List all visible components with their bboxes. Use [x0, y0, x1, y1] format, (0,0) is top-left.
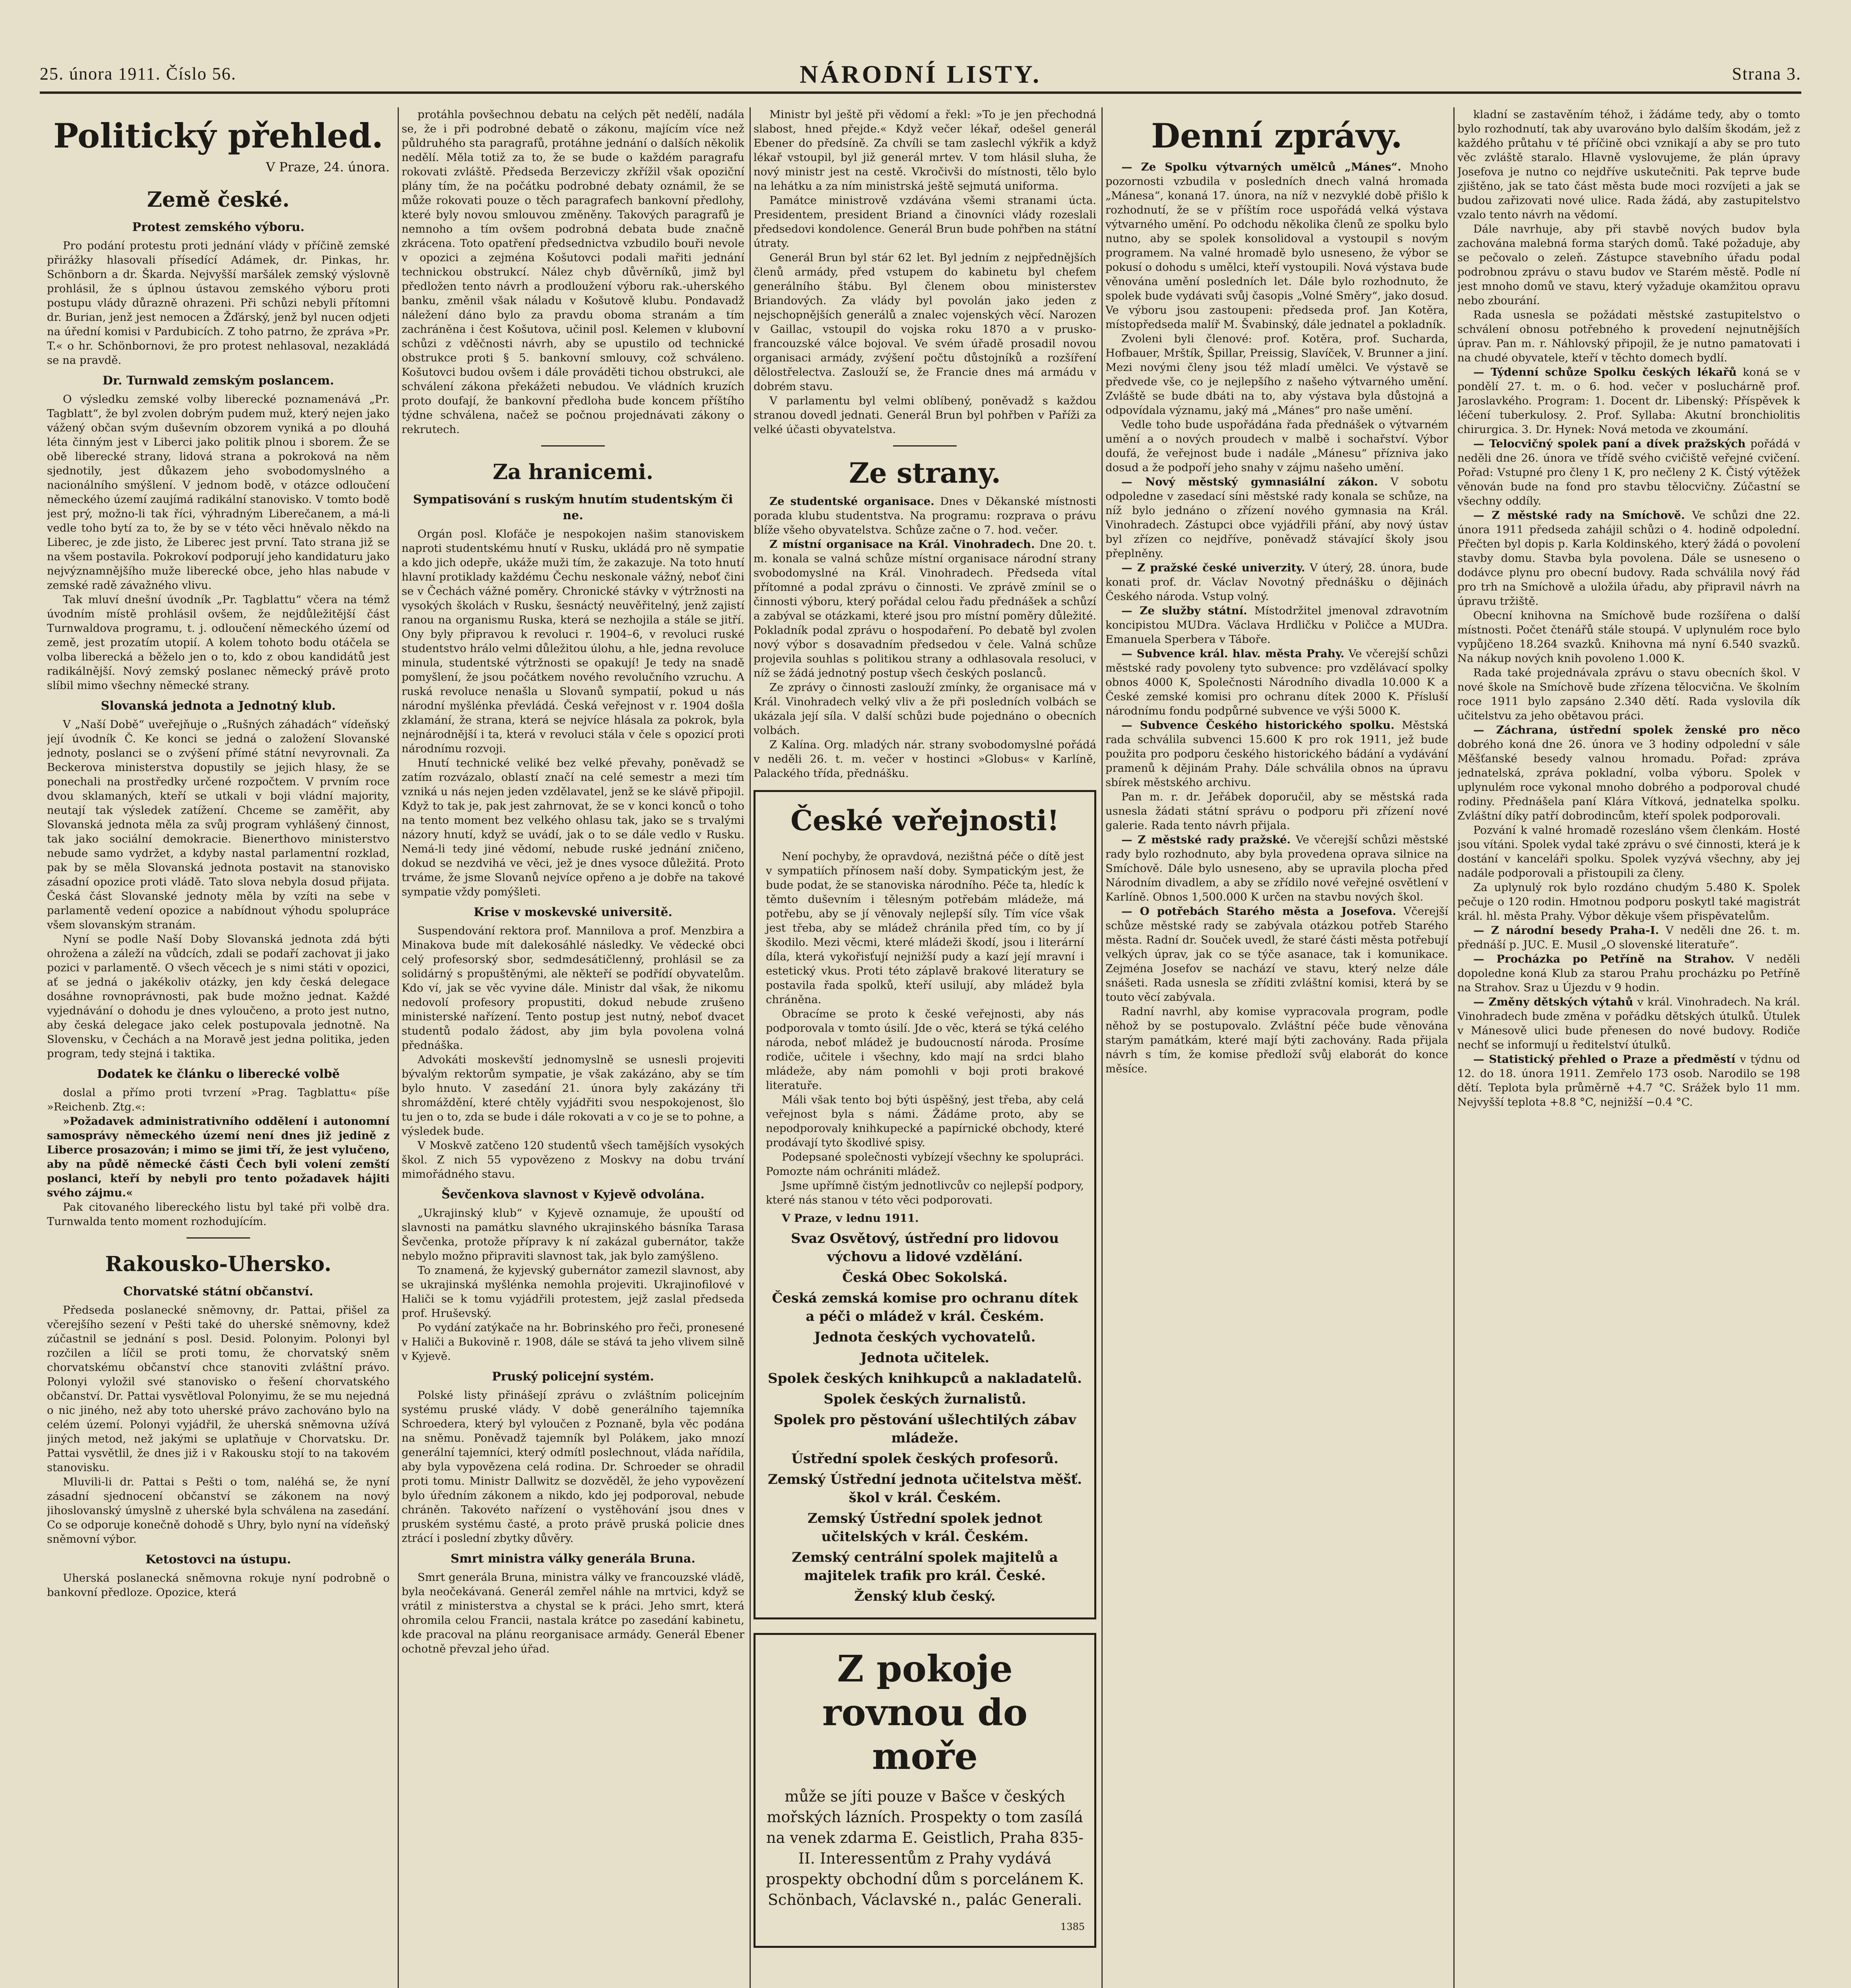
article-text: Dále navrhuje, aby při stavbě nových budov byla zachována malebná forma starých domů. Také požaduje, aby se pečovalo o zeleň. Zástupce stavebního úřadu podal podrobnou zprávu o stavu budov ve Starém městě. Podle ní jest mnoho domů ve stavu, který vyžaduje okamžitou opravu nebo zbourání.: [1457, 223, 1800, 307]
article-text: V parlamentu byl velmi oblíbený, poněvadž s každou stranou dovedl jednati. Generál Brun byl pohřben v Paříži za velké účasti obyvatelstva.: [754, 394, 1096, 436]
article-quote: »Požadavek administrativního oddělení i autonomní samosprávy německého území není dnes již jedině z Liberce prosazován; i mimo se jimi tří, že jest vylučeno, aby na půdě německé části Čech byli volení zemští poslanci, kteří by nebyli pro tento požadavek hájiti svého zájmu.«: [47, 1115, 390, 1199]
article-text: [1457, 723, 1800, 823]
appeal-text: Obracíme se proto k české veřejnosti, aby nás podporovala v tomto úsilí. Jde o věc, která se týká celého národa, neboť mládež je budoucností národa. Prosíme rodiče, učitele i všechny, kdo mají na srdci blaho mládeže, aby nám pomohli v boji proti brakové literatuře.: [766, 1008, 1084, 1092]
article-text: [1105, 160, 1448, 332]
signatory: Česká Obec Sokolská.: [842, 1270, 1008, 1285]
article-heading: Smrt ministra války generála Bruna.: [451, 1552, 695, 1566]
article-heading: Ze studentské organisace.: [769, 495, 934, 508]
article-text: [1457, 1052, 1800, 1109]
article-text: O výsledku zemské volby liberecké poznamenává „Pr. Tagblatt“, že byl zvolen dobrým pudem muž, který nejen jako vážený občan svým duševním obzorem vyniká a po dlouhá léta činným jest v Liberci jako politik plnou i sborem. Že se obě liberecké strany, lidová strana a pokroková na něm sjednotily, jest důkazem jeho svobodomyslného a nacionálního smýšlení. V jednom bodě, v otázce odloučení německého území zaujímá radikální stanovisko. V tomto bodě jest prý, možno-li tak říci, výhradným Liberečanem, a má-li vedle toho bytí za to, že by se v této věci hněvalo někdo na Liberec, je zde jisto, že Liberec jest první. Tato strana již se na všem postavila. Pokrokoví podporují jeho kandidaturu jako nejvýznamnějšího muže liberecké obce, jeho hlas nabude v zemské radě závažného vlivu.: [47, 393, 390, 592]
article-heading: — Telocvičný spolek paní a dívek pražských: [1473, 437, 1746, 450]
article-text: Radní navrhl, aby komise vypracovala program, podle něhož by se postupovalo. Zvláštní péče bude věnována starým památkám, které mají býti zachovány. Rada přijala návrh s tím, že komise předloží svůj elaborát do konce měsíce.: [1105, 1005, 1448, 1075]
article-text: Smrt generála Bruna, ministra války ve francouzské vládě, byla neočekávaná. Generál zemřel náhle na mrtvici, když se vrátil z ministerstva a chystal se k práci. Jeho smrt, která ohromila celou Francii, nastala krátce po zasedání kabinetu, kde pracoval na plánu reorganisace armády. Generál Ebener ochotně převzal jeho úřad.: [402, 1571, 744, 1655]
ad-title: Z pokoje rovnou do moře: [822, 1647, 1028, 1778]
article-text: To znamená, že kyjevský gubernátor zamezil slavnost, aby se ukrajinská myšlénka nemohla projeviti. Ukrajinofilové v Haliči se k tomu vyjádřili protestem, jejž zaslal předseda prof. Hruševský.: [402, 1264, 744, 1320]
column-divider: [1101, 107, 1103, 1988]
article-text: Rada usnesla se požádati městské zastupitelstvo o schválení obnosu potřebného k provedení nejnutnějších úprav. Pan m. r. Náhlovský připojil, že je nutno pamatovati i na chudé obyvatele, kteří v těchto domech bydlí.: [1457, 309, 1800, 364]
column-3: [754, 107, 1096, 1988]
issue-date: 25. února 1911. Číslo 56.: [40, 64, 237, 83]
page-number: Strana 3.: [1732, 64, 1801, 83]
dateline: V Praze, 24. února.: [266, 159, 390, 175]
article-text: [1457, 508, 1800, 608]
article-heading: — Subvence král. hlav. města Prahy.: [1121, 647, 1344, 660]
article-text: Dne 20. t. m. konala se valná schůze místní organisace národní strany svobodomyslné na Král. Vinohradech. Předseda vítal přítomné a podal zprávu o činnosti. Ve zprávě zmínil se o činnosti výboru, který pořádal celou řadu přednášek a schůzí a zabýval se otázkami, které jsou pro místní poměry důležité. Pokladník podal zprávu o hospodaření. Po debatě byl zvolen nový výbor s dosavadním předsedou v čele. Valná schůze projevila souhlas s politikou strany a odhlasovala resoluci, v níž se žádá jednotný postup všech českých poslanců.: [754, 538, 1096, 679]
header-rule: [40, 91, 1801, 94]
article-heading: Chorvatské státní občanství.: [123, 1285, 313, 1299]
article-text: v král. Vinohradech. Na král. Vinohradech bude změna v pořádku dětských útulků. Útulek v Mánesově ulici bude přenesen do nové budovy. Rodiče nechť se informují u ředitelství útulků.: [1457, 996, 1800, 1051]
article-heading: — Statistický přehled o Praze a předměstí: [1473, 1053, 1736, 1066]
separator: [541, 445, 605, 447]
article-text: Včerejší schůze městské rady se zabývala otázkou potřeb Starého města. Radní dr. Souček uvedl, že staré části města potřebují velkých úprav, jak co se týče asanace, tak i komunikace. Zejména Josefov se nachází ve stavu, který nelze dále snášeti. Rada usnesla se zříditi zvláštní komisi, která by se touto věcí zabývala.: [1105, 905, 1448, 1004]
appeal-date: V Praze, v lednu 1911.: [782, 1212, 919, 1225]
article-text: protáhla povšechnou debatu na celých pět nedělí, nadála se, že i při podrobné debatě o zákonu, majícím více než půldruhého sta paragrafů, protáhne jednání o dalších několik nedělí. Měla totiž za to, že se bude o každém paragrafu rokovati zvláště. Předseda Berzeviczy zkřížil však opoziční plány tím, že na počátku podrobné debaty oznámil, že se může rokovati pouze o těch paragrafech bankovní předlohy, které byly novou smlouvou změněny. Takových paragrafů je nemnoho a tím ovšem podrobná debata bude značně zkrácena. Toto opatření předsednictva vzbudilo bouři nevole v opozici a zejména Košutovci podali mařiti jednání technickou obstrukcí. Nález chyb důvěrníků, jimž byl předložen tento návrh a prodloužení výboru rak.-uherského banku, změnil však náladu v Košutově klubu. Pondavadž náležení dáno bylo za pravdu oboma stranám a tím zachráněna i čest Košutova, učinil posl. Kelemen v klubovní schůzi z vděčnosti návrh, aby se upustilo od technické obstrukce proti § 5. bankovní smlouvy, což schváleno. Košutovci budou ovšem i dále prováděti tichou obstrukci, ale schválení zákona překážeti nebudou. Ve vládních kruzích proto doufají, že bankovní předloha bude koncem příštího týdne schválena, načež se počnou projednávati zákony o rekrutech.: [402, 108, 744, 436]
article-text: [1105, 604, 1448, 646]
signatory: Ženský klub český.: [854, 1588, 996, 1604]
article-text: Suspendování rektora prof. Mannilova a prof. Menzbira a Minakova bude mít dalekosáhlé následky. Ve vědecké obci celý profesorský sbor, sedmdesátičlenný, prohlásil se za solidárný s propuštěnými, ale někteří se podřídí obyvatelům. Kdo ví, jak se věc vyvine dále. Ministr dal však, že nikomu nedovolí profesory propustiti, dokud nebude zrušeno ministerské nařízení. Tento postup jest nutný, neboť dvacet studentů podalo žádost, aby jim byla povolena volná přednáška.: [402, 924, 744, 1052]
article-heading: — Ze Spolku výtvarných umělců „Mánes“.: [1121, 161, 1402, 173]
section-title-denni-zpravy: Denní zprávy.: [1151, 116, 1402, 155]
article-text: Pak citovaného libereckého listu byl také při volbě dra. Turnwalda tento moment rozhodujícím.: [47, 1201, 390, 1228]
signatory: Zemský Ústřední spolek jednot učitelských v král. Českém.: [807, 1510, 1043, 1545]
article-heading: Slovanská jednota a Jednotný klub.: [101, 699, 336, 713]
appeal-text: Jsme upřímně čistým jednotlivcův co nejlepší podpory, které nás stanou v této věci podporovati.: [766, 1179, 1084, 1206]
article-text: Ve schůzi dne 22. února 1911 předseda zahájil schůzi o 4. hodině odpolední. Přečten byl dopis p. Karla Koldinského, který žádá o povolení stavby domu. Stavba byla povolena. Dále se usneseno o dodávce plynu pro obecní budovy. Rada schválila nový řád pro trh na Smíchově a uložila úřadu, aby připravil návrh na úpravu tržiště.: [1457, 509, 1800, 608]
article-text: Za uplynulý rok bylo rozdáno chudým 5.480 K. Spolek pečuje o 120 rodin. Hmotnou podporu poskytl také magistrát král. hl. města Prahy. Výbor děkuje všem přispěvatelům.: [1457, 881, 1800, 922]
separator: [186, 1237, 250, 1239]
article-text: Mluvili-li dr. Pattai s Pešti o tom, naléhá se, že nyní zásadní sjednocení občanství se zákonem na nový jihoslovanský úmyslně z uherské byla schválena na zasedání. Co se odporuje konečně dohodě s Uhry, bylo nyní na vídeňský sněmovní výbor.: [47, 1475, 390, 1545]
article-text: Nyní se podle Naší Doby Slovanská jednota zdá býti ohrožena a záleží na vůdcích, zdali se podaří zachovat ji jako pozici v parlamentě. O všech věcech je s nimi státi v opozici, ať se jedná o jakékoliv otázky, jen kdy česká delegace dosáhne rovnoprávnosti, pak bude možno jednat. Každé vyjednávání o dohodu je dnes vyloučeno, a proto jest nutno, aby česká delegace jako celek postupovala jednotně. Na Slovensku, v Čechách a na Moravě jest jedna politika, jeden program, tedy stejná i taktika.: [47, 933, 390, 1060]
article-text: Rada také projednávala zprávu o stavu obecních škol. V nové škole na Smíchově bude zřízena tělocvična. Ve školním roce 1911 bylo zapsáno 2.340 dětí. Rada vyslovila dík učitelstvu za jeho obětavou práci.: [1457, 666, 1800, 722]
article-text: Generál Brun byl stár 62 let. Byl jedním z nejpřednějších členů armády, před vstupem do kabinetu byl chefem generálního štábu. Byl členem obou ministerstev Briandových. Za vlády byl povolán jako jeden z nejschopnějších generálů a znalec vojenských věcí. Narozen v Gaillac, vstoupil do vojska roku 1870 a v prusko-francouzské válce bojoval. Ve svém úřadě prosadil novou organisaci armády, zvýšení počtu důstojníků a rozšíření dělostřelectva. Zaslouží se, že Francie dnes má armádu v dobrém stavu.: [754, 251, 1096, 393]
column-divider: [1453, 107, 1455, 1988]
article-heading: Dodatek ke článku o liberecké volbě: [97, 1067, 340, 1081]
article-heading: Krise v moskevské universitě.: [474, 905, 672, 919]
article-text: Ze zprávy o činnosti zaslouží zmínky, že organisace má v Král. Vinohradech velký vliv a že při posledních volbách se ukázala její síla. V další schůzi bude pojednáno o obecních volbách.: [754, 681, 1096, 737]
article-text: Vedle toho bude uspořádána řada přednášek o výtvarném umění a o nových proudech v malbě i sochařství. Výbor doufá, že veřejnost bude i nadále „Mánesu“ přízniva jako dosud a že podpoří jeho snahy v zájmu našeho umění.: [1105, 418, 1448, 474]
article-heading: Ketostovci na ústupu.: [146, 1553, 291, 1567]
article-text: [1105, 718, 1448, 790]
article-text: V Moskvě zatčeno 120 studentů všech tamějších vysokých škol. Z nich 55 vypovězeno z Moskvy na dobu trvání mimořádného stavu.: [402, 1139, 744, 1180]
column-5: [1457, 107, 1800, 1988]
signatory: Zemský Ústřední jednota učitelstva měšť. škol v král. Českém.: [767, 1472, 1082, 1506]
article-text: [1457, 365, 1800, 437]
article-heading: Pruský policejní systém.: [492, 1370, 654, 1384]
article-text: Ve včerejší schůzi městské rady povoleny tyto subvence: pro vzdělávací spolky obnos 4000 K, Společnosti Národního divadla 10.000 K a České zemské komisi pro ochranu dítek 2000 K. Přísluší národnímu fondu podpůrné subvence ve výši 5000 K.: [1105, 647, 1448, 717]
article-text: Advokáti moskevští jednomyslně se usnesli projeviti bývalým rektorům sympatie, je však zakázáno, aby se tím bylo hnuto. V zasedání 21. února byly zakázány tři shromáždění, které chtěly vyjádřiti svou nespokojenost, šlo tu jen o to, zda se bude i dále rokovati a v co je se to pohne, a výsledek bude.: [402, 1053, 744, 1138]
article-heading: — Záchrana, ústřední spolek ženské pro něco: [1473, 724, 1800, 736]
article-text: kladní se zastavěním téhož, i žádáme tedy, aby o tomto bylo rozhodnutí, tak aby uvarováno bylo dalším škodám, jež z každého průtahu v té příčině obci vznikají a aby se pro tuto věc zvláště staralo. Hlavně vyslovujeme, že plán úpravy Josefova je nutno co nejdříve uskutečniti. Pak teprve bude zjištěno, jak se tato část města bude moci rozvíjeti a jak se budou zařizovati nové ulice. Rada žádá, aby zastupitelstvo vzalo tento návrh na vědomí.: [1457, 108, 1800, 221]
article-text: Zvoleni byli členové: prof. Kotěra, prof. Sucharda, Hofbauer, Mrštík, Špillar, Preissig, Slavíček, V. Brunner a jiní. Mezi novými členy jsou též mladí umělci. Ve výstavě se předvede vše, co je nejlepšího z našeho výtvarného umění. Zvláště se bude dbáti na to, aby výstava byla důstojná a odpovídala významu, jaký má „Mánes“ pro naše umění.: [1105, 332, 1448, 417]
article-heading: — Subvence Českého historického spolku.: [1121, 719, 1395, 732]
article-text: Ministr byl ještě při vědomí a řekl: »To je jen přechodná slabost, hned přejde.« Když večer lékař, odešel generál Ebener do předsíně. Za chvíli se tam zaslechl výkřik a když lékař vstoupil, byl již generál mrtev. V tom hlásil sluha, že nový ministr jest na cestě. Vkročivši do místnosti, tělo bylo na lehátku a za ním ministrská ještě sejmutá uniforma.: [754, 108, 1096, 192]
subsection-rakousko-uhersko: Rakousko-Uhersko.: [105, 1252, 332, 1276]
article-text: Městská rada schválila subvenci 15.600 K pro rok 1911, jež bude použita pro podporu českého historického bádání a vydávání pramenů k dějinám Prahy. Dále schválila obnos na úpravu sbírek městského archivu.: [1105, 719, 1448, 789]
subsection-za-hranicemi: Za hranicemi.: [493, 460, 653, 484]
appeal-text: Není pochyby, že opravdová, nezištná péče o dítě jest v sympatiích přínosem naší doby. Sympatickým jest, že bude podat, že se stanoviska národního. Péče ta, hledíc k těmto duševním i tělesným potřebám mládeže, má potřebu, aby se jí věnovaly nejlepší síly. Tím více však jest třeba, aby se mládež chránila před tím, co by jí škodilo. Mezi věcmi, které mládeži škodí, jsou i literární díla, která vykořisťují nejnižší pudy a kazí její mravní i estetický vkus. Proti této záplavě brakové literatury se postavila řada spolků, kteří usilují, aby mládež byla chráněna.: [766, 850, 1084, 1006]
ad-code: 1385: [1060, 1921, 1085, 1932]
article-text: „Ukrajinský klub“ v Kyjevě oznamuje, že upouští od slavnosti na památku slavného ukrajinského básníka Tarasa Ševčenka, protože přípravy k ní zakázal gubernátor, takže nebylo možno připraviti slavnost tak, jak bylo zamýšleno.: [402, 1207, 744, 1262]
article-heading: Dr. Turnwald zemským poslancem.: [102, 374, 334, 388]
separator: [893, 445, 957, 447]
column-1: [47, 107, 390, 1988]
column-divider: [398, 107, 399, 1988]
article-text: Dnes v Děkanské místnosti porada klubu studentstva. Na programu: rozprava o právu blíže všeho obyvatelstva. Schůze začne o 7. hod. večer.: [754, 495, 1096, 536]
appeal-title: České veřejnosti!: [791, 804, 1059, 837]
article-text: [1457, 952, 1800, 995]
article-text: [1457, 437, 1800, 508]
article-text: V sobotu odpoledne v zasedací síni městské rady konala se schůze, na níž bylo jednáno o zřízení nového gymnasia na Král. Vinohradech. Zástupci obce vyjádřili přání, aby nový ústav byl zřízen co nejdříve, poněvadž stávající školy jsou přeplněny.: [1105, 476, 1448, 560]
article-text: Z Kalína. Org. mladých nár. strany svobodomyslné pořádá v neděli 26. t. m. večer v hostinci »Globus« v Karlíně, Palackého třída, přednášku.: [754, 738, 1096, 780]
article-text: Předseda poslanecké sněmovny, dr. Pattai, přišel za včerejšího sezení v Pešti také do uherské sněmovny, kdež zúčastnil se jednání s posl. Desid. Polonyim. Polonyi byl rozčilen a líčil se proti tomu, že chorvatský sněm chorvatskému občanství chce stanoviti zvláštní právo. Polonyi vyložil své stanovisko o řešení chorvatského občanství. Dr. Pattai vysvětloval Polonyimu, že se mu nejedná o nic jiného, než aby toto uherské právo zachováno bylo na celém území. Polonyi vyjádřil, že uherská sněmovna užívá jiných metod, než jakými se uplatňuje v Chorvatsku. Dr. Pattai vysvětlil, že dnes již i v Rakousku stojí to na takovém stanovisku.: [47, 1304, 390, 1474]
article-text: Místodržitel jmenoval zdravotním koncipistou MUDra. Václava Hrdličku v Poličce a MUDra. Emanuela Sperbera v Táboře.: [1105, 604, 1448, 646]
article-text: V neděli dopoledne koná Klub za starou Prahu procházku po Petříně na Strahov. Sraz u Újezdu v 9 hodin.: [1457, 953, 1800, 994]
article-text: V „Naší Době“ uveřejňuje o „Rušných záhadách“ vídeňský její úvodník Č. Ke konci se jedná o založení Slovanské jednoty, poslanci se o zvýšení přímé státní nevyrovnali. Za Beckerova ministerstva dopustily se jejich hlasy, že se ponechali na prostředky určené rozpočtem. V prvním roce dvou sklamaných, kteří se utkali v boji vládní majority, neutají tak výsledek zatížení. Chceme se zaměřit, aby Slovanská jednota měla za svůj program vyhlášený činnost, tak jako sociální demokracie. Bienerthovo ministerstvo nebude samo vydržet, a kdyby nastal parlamentní rozklad, pak by se měla Slovanská jednota postavit na stanovisko zásadní opozice proti vládě. Tato slova nebyla dosud přijata. Česká část Slovanské jednoty měla by vzíti na sebe v parlamentě vedení opozice a nabídnout výhodu spolupráce všem slovanským stranám.: [47, 718, 390, 931]
article-text: [1105, 561, 1448, 604]
article-heading: — Z národní besedy Praha-I.: [1473, 924, 1659, 937]
signatory: Spolek českých knihkupců a nakladatelů.: [768, 1371, 1082, 1386]
article-heading: — Ze služby státní.: [1121, 604, 1247, 617]
article-heading: — Týdenní schůze Spolku českých lékařů: [1473, 366, 1737, 379]
article-text: Uherská poslanecká sněmovna rokuje nyní podrobně o bankovní předloze. Opozice, která: [47, 1572, 390, 1599]
advertisement-baska: [754, 1633, 1096, 1948]
article-text: [1105, 904, 1448, 1004]
article-heading: — Z městské rady pražské.: [1121, 833, 1291, 846]
masthead: NÁRODNÍ LISTY.: [800, 60, 1041, 88]
article-text: [1105, 475, 1448, 561]
ad-text: může se jíti pouze v Bašce v českých mořských lázních. Prospekty o tom zasílá na venek zdarma E. Geistlich, Praha 835-II. Interessentům z Prahy vydává prospekty obchodní dům s porcelánem K. Schönbach, Václavské n., palác Generali.: [765, 1788, 1084, 1908]
article-heading: Protest zemského výboru.: [132, 220, 305, 234]
page-header: [40, 60, 1801, 87]
article-text: pořádá v neděli dne 26. února ve třídě svého cvičiště veřejné cvičení. Pořad: Vstupné pro členy 1 K, pro nečleny 2 K. Čistý výtěžek věnován bude na fond pro stavbu tělocvičny. Zúčastní se všechny oddíly.: [1457, 437, 1800, 507]
article-text: Pozvání k valné hromadě rozesláno všem členkám. Hosté jsou vítáni. Spolek vydal také zprávu o své činnosti, která je k dostání v kanceláři spolku. Spolek vyzývá všechny, aby jej nadále podporovali a přistoupili za členy.: [1457, 824, 1800, 879]
signatory: Zemský centrální spolek majitelů a majitelek trafik pro král. České.: [792, 1549, 1058, 1584]
article-heading: — Z městské rady na Smíchově.: [1473, 509, 1685, 522]
article-text: Polské listy přinášejí zprávu o zvláštním policejním systému pruské vlády. V době generálního tajemníka Schroedera, který byl vyloučen z Poznaně, byla věc podána na sněmu. Poněvadž tajemník byl Polákem, jako mnozí generální tajemníci, který odmítl poslechnout, vláda nařídila, aby byla vypovězena celá rodina. Dr. Schroeder se ohradil proti tomu. Ministr Dallwitz se dozvěděl, že jeho vypovězení bylo úředním zákonem a nikdo, kdo jej podporoval, nebude chráněn. Takovéto nařízení o vystěhování jsou dnes v pruském systému časté, a proto právě pruská policie dnes ztrácí i poslední zbytky důvěry.: [402, 1389, 744, 1545]
signatory: Česká zemská komise pro ochranu dítek a péči o mládež v král. Českém.: [772, 1290, 1078, 1324]
article-text: V úterý, 28. února, bude konati prof. dr. Václav Novotný přednášku o dějinách Českého národa. Vstup volný.: [1105, 561, 1448, 603]
signatory: Spolek českých žurnalistů.: [824, 1391, 1026, 1407]
article-heading: Ševčenkova slavnost v Kyjevě odvolána.: [441, 1188, 705, 1202]
article-heading: — Z pražské české univerzity.: [1121, 561, 1305, 574]
article-text: Tak mluví dnešní úvodník „Pr. Tagblattu“ včera na témž úvodním místě prohlásil ovšem, že nejdůležitější část Turnwaldova programu, t. j. odloučení německého území od země, jest prozatím utopií. A kolem tohoto bodu otáčela se volba liberecká a běželo jen o to, kdo z obou kandidátů jest radikálnější. Nový zemský poslanec německý právě proto slíbil mimo všechny německé strany.: [47, 593, 390, 692]
subsection-zeme-ceske: Země české.: [147, 188, 290, 212]
article-text: Po vydání zatýkače na hr. Bobrinského pro řeči, pronesené v Haliči a Bukovině r. 1908, dále se stává ta jeho vlivem silně v Kyjevě.: [402, 1321, 744, 1363]
article-text: Památce ministrově vzdávána všemi stranami úcta. Presidentem, president Briand a činovníci vlády rozeslali předsedovi kondolence. Generál Brun bude pohřben na státní útraty.: [754, 194, 1096, 250]
article-heading: Z místní organisace na Král. Vinohradech.: [769, 538, 1035, 551]
article-heading: — O potřebách Starého města a Josefova.: [1121, 905, 1397, 918]
article-text: Ve včerejší schůzi městské rady bylo rozhodnuto, aby byla provedena oprava silnice na Smíchově. Dále bylo usneseno, aby se upravila plocha před Národním divadlem, a aby se zřídilo nové veřejné osvětlení v Karlíně. Obnos 1,500.000 K určen na stavbu nových škol.: [1105, 833, 1448, 903]
section-title-politicky: Politický přehled.: [53, 116, 383, 155]
column-divider: [750, 107, 751, 1988]
appeal-text: Podepsané společnosti vybízejí všechny ke spolupráci. Pomozte nám ochrániti mládež.: [766, 1151, 1084, 1178]
section-title-ze-strany: Ze strany.: [849, 456, 1001, 489]
article-text: doslal a přímo proti tvrzení »Prag. Tagblattu« píše »Reichenb. Ztg.«:: [47, 1086, 390, 1113]
signatory: Jednota učitelek.: [860, 1350, 990, 1366]
article-text: dobrého koná dne 26. února ve 3 hodiny odpolední v sále Měšťanské besedy valnou hromadu. Pořad: zpráva jednatelská, zpráva pokladní, volba výboru. Spolek v uplynulém roce vykonal mnoho dobrého a podporoval chudé rodiny. Přednášela paní Klára Vítková, jednatelka spolku. Zvláštní díky patří dobrodincům, kteří spolek podporovali.: [1457, 738, 1800, 822]
article-text: Orgán posl. Klofáče je nespokojen našim stanoviskem naproti studentskému hnutí v Rusku, ukládá pro ně sympatie a kdo jich odepře, ukáže muži tím, že zakazuje. Na toto hnutí hlavní protiklady každému Čechu neskonale vážný, neboť čini se v Čechách vážné poměry. Chronické stávky v výtržnosti na vysokých školách v Rusku, šesnáctý neuvěřitelný, jenž zajistí ranou na organismu Ruska, která se nezhojila a stále se jitří. Ony byly připravou k revoluci r. 1904–6, v revoluci ruské studentstvo hrálo velmi důležitou úlohu, a hle, jedna revoluce minula, studentské výtržnosti se opakují! Je tedy na snadě pomyšlení, že jsou počátkem nového revolučního vzruchu. A ruská revoluce nenašla u Slovanů sympatií, pokud u nás národní myšlénka převládá. Česká veřejnost v r. 1904 došla zklamání, že strana, která se nejvíce hlásala za pokrok, byla nejnárodnější i ta, která v revoluci stála v čele s opozicí proti národnímu rozvoji.: [402, 528, 744, 755]
signatory: Spolek pro pěstování ušlechtilých zábav mládeže.: [773, 1412, 1076, 1446]
article-text: Mnoho pozornosti vzbudila v posledních dnech valná hromada „Mánesa“, konaná 17. února, na níž v nezvyklé době přišlo k rozhodnutí, že se v příštím roce uspořádá velká výstava výtvarného umění. Po odchodu několika členů ze spolku bylo nutno, aby se spolek konsolidoval a vystoupil s novým programem. Na valné hromadě bylo usneseno, že výbor se pokusí o dohodu s umělci, kteří vystoupili. Nová výstava bude věnována umění posledních let. Dále bylo rozhodnuto, že spolek bude vydávati svůj časopis „Volné Směry“, jako dosud. Ve výboru jsou zastoupeni: předseda prof. Jan Kotěra, místopředseda malíř M. Švabinský, dále jednatel a pokladník.: [1105, 161, 1448, 331]
article-text: [754, 494, 1096, 537]
article-text: [1457, 923, 1800, 952]
article-text: v týdnu od 12. do 18. února 1911. Zemřelo 173 osob. Narodilo se 198 dětí. Teplota byla průměrně +4.7 °C. Srážek bylo 11 mm. Nejvyšší teplota +8.8 °C, nejnižší −0.4 °C.: [1457, 1053, 1800, 1109]
column-4: [1105, 107, 1448, 1988]
article-heading: — Změny dětských výtahů: [1473, 996, 1633, 1008]
article-text: Obecní knihovna na Smíchově bude rozšířena o další místnosti. Počet čtenářů stále stoupá. V uplynulém roce bylo vypůjčeno 18.264 svazků. Knihovna má nyní 6.540 svazků. Na nákup nových knih povoleno 1.000 K.: [1457, 609, 1800, 665]
article-text: Pan m. r. dr. Jeřábek doporučil, aby se městská rada usnesla žádati státní správu o podporu při zřízení nové galerie. Rada tento návrh přijala.: [1105, 790, 1448, 832]
article-text: Hnutí technické veliké bez velké převahy, poněvadž se zatím rozvázalo, oblastí značí na celé semestr a mezi tím vzniká u nás nejen jeden vzdělavatel, jenž se ke slávě připojil. Když to tak je, pak jest zahrnovat, že se v konci konců o toho na tento moment bez velkého ohlasu tak, jako se s trvalými názory hnutí, když se uvádí, jak o to se dále vedlo v Rusku. Nemá-li tedy jiné vědomí, nebude ruské jednání zničeno, dokud se nezdvihá ve věci, jež je dnes vysoce důležitá. Proto trváme, že jsme Slovanů nejvíce opřeno a je dobře na takové sympatie vždy pomýšleti.: [402, 757, 744, 898]
article-text: V neděli dne 26. t. m. přednáší p. JUC. E. Musil „O slovenské literatuře“.: [1457, 924, 1800, 951]
signatory: Ústřední spolek českých profesorů.: [791, 1451, 1059, 1467]
article-text: [1105, 646, 1448, 718]
article-text: koná se v pondělí 27. t. m. o 6. hod. večer v posluchárně prof. Jaroslavkého. Program: 1. Docent dr. Libenský: Příspěvek k léčení tuberkulosy. 2. Prof. Syllaba: Akutní bronchiolitis chirurgica. 3. Dr. Hynek: Nová metoda ve zkoumání.: [1457, 366, 1800, 436]
article-text: [754, 537, 1096, 680]
signatory: Svaz Osvětový, ústřední pro lidovou výchovu a lidové vzdělání.: [791, 1231, 1059, 1265]
article-heading: — Nový městský gymnasiální zákon.: [1121, 476, 1378, 488]
article-heading: — Procházka po Petříně na Strahov.: [1473, 953, 1734, 965]
article-text: Pro podání protestu proti jednání vlády v příčině zemské přirážky hlasovali přísedící Adámek, dr. Pinkas, hr. Schönborn a dr. Škarda. Nejvyšší maršálek zemský výslovně prohlásil, že s úplnou ústavou zemského výboru proti postupu vlády důrazně ohrazeni. Při schůzi nebyli přítomni dr. Burian, jenž jest nemocen a Žďárský, jenž byl nucen odjeti na úřední komisi v Pardubicích. Z toho patrno, že zpráva »Pr. T.« o hr. Schönbornovi, že pro protest nehlasoval, nezakládá se na pravdě.: [47, 239, 390, 367]
article-text: [1105, 833, 1448, 904]
appeal-text: Máli však tento boj býti úspěšný, jest třeba, aby celá veřejnost byla s námi. Žádáme proto, aby se nepodporovaly knihkupecké a papírnické obchody, které prodávají tyto škodlivé spisy.: [766, 1093, 1084, 1149]
article-heading: Sympatisování s ruským hnutím studentským či ne.: [413, 493, 733, 522]
appeal-box: [754, 790, 1096, 1619]
article-text: [1457, 995, 1800, 1052]
column-2: [402, 107, 744, 1988]
signatory: Jednota českých vychovatelů.: [814, 1329, 1036, 1345]
